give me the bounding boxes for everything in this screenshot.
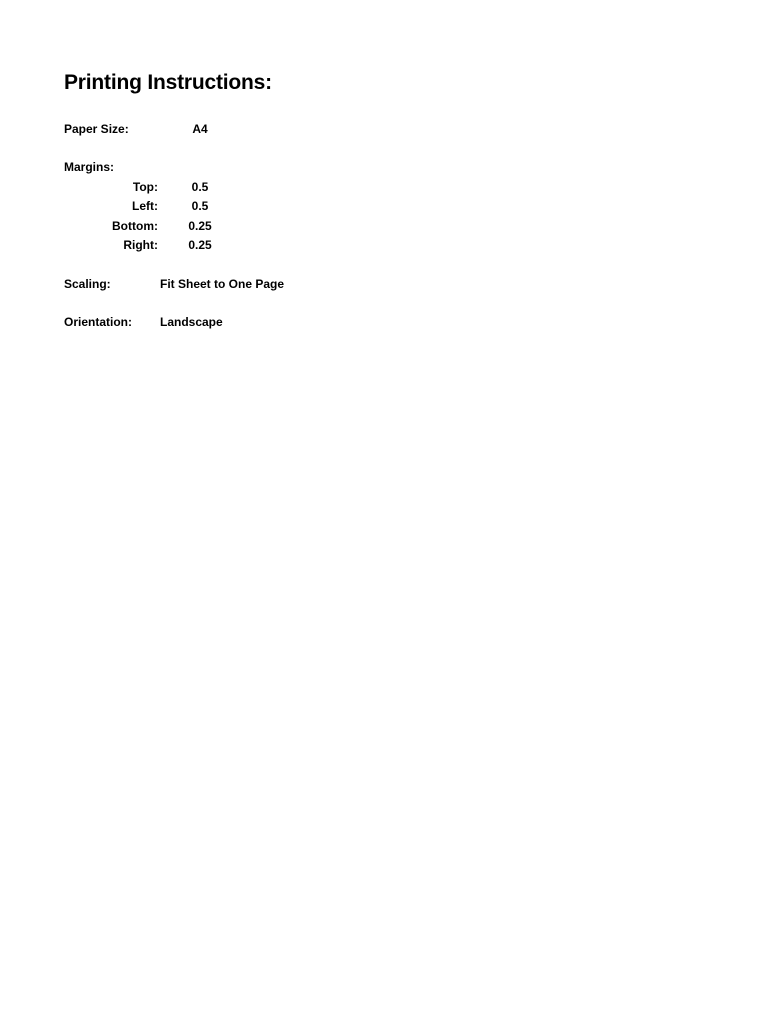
margin-left-label: Left: [132, 199, 158, 213]
margin-bottom-label: Bottom: [112, 219, 158, 233]
paper-size-value: A4 [192, 122, 208, 136]
orientation-label: Orientation: [64, 315, 132, 329]
margin-bottom-value: 0.25 [188, 219, 212, 233]
margins-label: Margins: [64, 160, 115, 174]
scaling-value: Fit Sheet to One Page [160, 277, 285, 291]
paper-size-label: Paper Size: [64, 122, 129, 136]
orientation-value: Landscape [160, 315, 223, 329]
margin-left-value: 0.5 [191, 199, 209, 213]
margin-right-label: Right: [123, 238, 158, 252]
margin-top-label: Top: [132, 180, 158, 194]
margin-right-value: 0.25 [188, 238, 212, 252]
margin-top-value: 0.5 [191, 180, 209, 194]
scaling-label: Scaling: [64, 277, 111, 291]
page-title: Printing Instructions: [64, 71, 272, 94]
